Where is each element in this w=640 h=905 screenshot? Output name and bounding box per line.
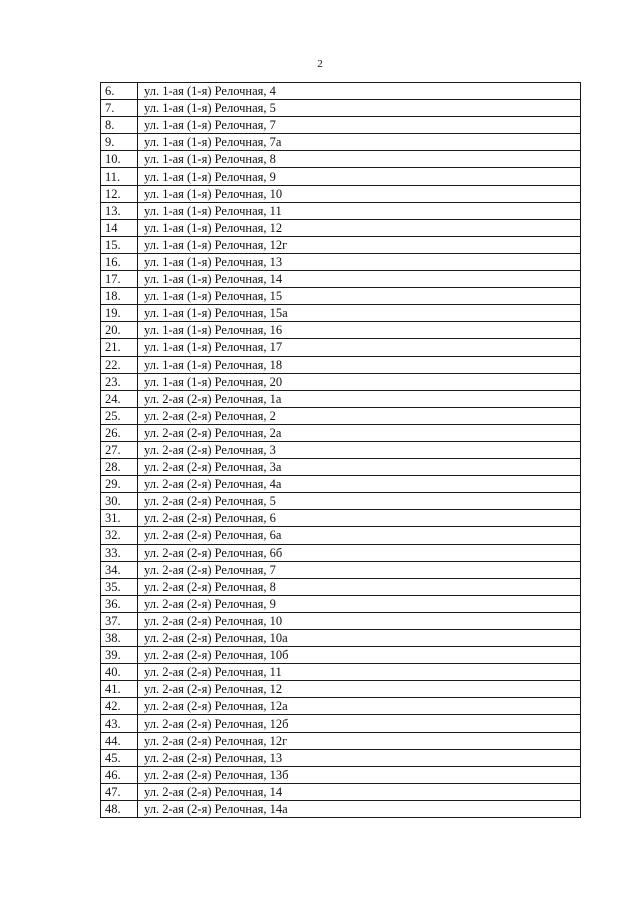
table-row — [101, 305, 581, 322]
table-row — [101, 476, 581, 493]
row-number: 34. — [101, 561, 138, 578]
row-number: 30. — [101, 493, 138, 510]
row-address: ул. 2-ая (2-я) Релочная, 9 — [138, 595, 581, 612]
row-address: ул. 1-ая (1-я) Релочная, 12 — [138, 219, 581, 236]
table-row — [101, 441, 581, 458]
row-number: 42. — [101, 698, 138, 715]
table-row — [101, 647, 581, 664]
table-row — [101, 527, 581, 544]
table-row — [101, 630, 581, 647]
row-address: ул. 2-ая (2-я) Релочная, 6а — [138, 527, 581, 544]
row-address: ул. 2-ая (2-я) Релочная, 13б — [138, 766, 581, 783]
table-row — [101, 253, 581, 270]
row-address: ул. 2-ая (2-я) Релочная, 12г — [138, 732, 581, 749]
row-address: ул. 1-ая (1-я) Релочная, 12г — [138, 236, 581, 253]
row-address: ул. 1-ая (1-я) Релочная, 18 — [138, 356, 581, 373]
table-row — [101, 373, 581, 390]
row-number: 47. — [101, 783, 138, 800]
row-number: 40. — [101, 664, 138, 681]
row-address: ул. 1-ая (1-я) Релочная, 15 — [138, 288, 581, 305]
table-row — [101, 134, 581, 151]
row-number: 11. — [101, 168, 138, 185]
row-address: ул. 2-ая (2-я) Релочная, 6 — [138, 510, 581, 527]
table-row — [101, 698, 581, 715]
row-number: 26. — [101, 424, 138, 441]
row-address: ул. 1-ая (1-я) Релочная, 7 — [138, 117, 581, 134]
row-address: ул. 2-ая (2-я) Релочная, 12 — [138, 681, 581, 698]
row-number: 6. — [101, 83, 138, 100]
row-address: ул. 2-ая (2-я) Релочная, 3а — [138, 459, 581, 476]
row-number: 38. — [101, 630, 138, 647]
page-number: 2 — [317, 58, 323, 70]
row-address: ул. 2-ая (2-я) Релочная, 2а — [138, 424, 581, 441]
row-number: 36. — [101, 595, 138, 612]
row-address: ул. 2-ая (2-я) Релочная, 2 — [138, 407, 581, 424]
row-address: ул. 2-ая (2-я) Релочная, 13 — [138, 749, 581, 766]
table-row — [101, 715, 581, 732]
row-address: ул. 2-ая (2-я) Релочная, 14 — [138, 783, 581, 800]
row-address: ул. 1-ая (1-я) Релочная, 20 — [138, 373, 581, 390]
row-address: ул. 2-ая (2-я) Релочная, 10б — [138, 647, 581, 664]
table-row — [101, 578, 581, 595]
row-address: ул. 2-ая (2-я) Релочная, 12а — [138, 698, 581, 715]
row-number: 46. — [101, 766, 138, 783]
table-row — [101, 407, 581, 424]
table-row — [101, 322, 581, 339]
row-address: ул. 1-ая (1-я) Релочная, 5 — [138, 100, 581, 117]
row-number: 39. — [101, 647, 138, 664]
row-number: 37. — [101, 612, 138, 629]
row-address: ул. 1-ая (1-я) Релочная, 17 — [138, 339, 581, 356]
row-address: ул. 1-ая (1-я) Релочная, 9 — [138, 168, 581, 185]
row-number: 12. — [101, 185, 138, 202]
row-number: 25. — [101, 407, 138, 424]
table-row — [101, 783, 581, 800]
table-row — [101, 493, 581, 510]
row-number: 44. — [101, 732, 138, 749]
table-row — [101, 510, 581, 527]
row-number: 9. — [101, 134, 138, 151]
row-number: 16. — [101, 253, 138, 270]
row-number: 7. — [101, 100, 138, 117]
table-row — [101, 236, 581, 253]
table-row — [101, 185, 581, 202]
table-row — [101, 561, 581, 578]
row-number: 43. — [101, 715, 138, 732]
table-row — [101, 100, 581, 117]
row-address: ул. 1-ая (1-я) Релочная, 14 — [138, 271, 581, 288]
row-address: ул. 2-ая (2-я) Релочная, 10 — [138, 612, 581, 629]
row-number: 18. — [101, 288, 138, 305]
row-number: 45. — [101, 749, 138, 766]
row-address: ул. 2-ая (2-я) Релочная, 1а — [138, 390, 581, 407]
table-row — [101, 749, 581, 766]
row-address: ул. 2-ая (2-я) Релочная, 10а — [138, 630, 581, 647]
table-row — [101, 288, 581, 305]
row-number: 23. — [101, 373, 138, 390]
row-number: 8. — [101, 117, 138, 134]
table-row — [101, 219, 581, 236]
table-row — [101, 595, 581, 612]
table-row — [101, 766, 581, 783]
table-row — [101, 271, 581, 288]
table-row — [101, 151, 581, 168]
row-number: 14 — [101, 219, 138, 236]
table-row — [101, 544, 581, 561]
table-row — [101, 83, 581, 100]
table-row — [101, 800, 581, 817]
row-number: 33. — [101, 544, 138, 561]
row-address: ул. 2-ая (2-я) Релочная, 7 — [138, 561, 581, 578]
row-number: 31. — [101, 510, 138, 527]
table-row — [101, 424, 581, 441]
table-row — [101, 612, 581, 629]
row-address: ул. 1-ая (1-я) Релочная, 16 — [138, 322, 581, 339]
row-address: ул. 2-ая (2-я) Релочная, 11 — [138, 664, 581, 681]
row-number: 19. — [101, 305, 138, 322]
row-number: 20. — [101, 322, 138, 339]
row-number: 35. — [101, 578, 138, 595]
table-row — [101, 339, 581, 356]
row-number: 29. — [101, 476, 138, 493]
row-number: 28. — [101, 459, 138, 476]
row-number: 41. — [101, 681, 138, 698]
row-address: ул. 2-ая (2-я) Релочная, 5 — [138, 493, 581, 510]
table-row — [101, 202, 581, 219]
row-number: 32. — [101, 527, 138, 544]
row-address: ул. 1-ая (1-я) Релочная, 13 — [138, 253, 581, 270]
row-number: 27. — [101, 441, 138, 458]
row-number: 10. — [101, 151, 138, 168]
table-row — [101, 732, 581, 749]
table-row — [101, 117, 581, 134]
row-address: ул. 2-ая (2-я) Релочная, 12б — [138, 715, 581, 732]
row-number: 21. — [101, 339, 138, 356]
address-table — [100, 82, 581, 818]
row-number: 17. — [101, 271, 138, 288]
row-address: ул. 1-ая (1-я) Релочная, 4 — [138, 83, 581, 100]
row-address: ул. 1-ая (1-я) Релочная, 8 — [138, 151, 581, 168]
row-address: ул. 2-ая (2-я) Релочная, 3 — [138, 441, 581, 458]
table-row — [101, 390, 581, 407]
row-number: 48. — [101, 800, 138, 817]
row-address: ул. 2-ая (2-я) Релочная, 14а — [138, 800, 581, 817]
row-address: ул. 1-ая (1-я) Релочная, 10 — [138, 185, 581, 202]
table-row — [101, 664, 581, 681]
row-number: 22. — [101, 356, 138, 373]
table-row — [101, 356, 581, 373]
row-address: ул. 2-ая (2-я) Релочная, 8 — [138, 578, 581, 595]
table-row — [101, 681, 581, 698]
table-row — [101, 459, 581, 476]
table-row — [101, 168, 581, 185]
row-address: ул. 1-ая (1-я) Релочная, 11 — [138, 202, 581, 219]
row-number: 24. — [101, 390, 138, 407]
row-address: ул. 2-ая (2-я) Релочная, 4а — [138, 476, 581, 493]
row-address: ул. 1-ая (1-я) Релочная, 7а — [138, 134, 581, 151]
address-table-body — [101, 83, 581, 818]
row-address: ул. 2-ая (2-я) Релочная, 6б — [138, 544, 581, 561]
row-number: 15. — [101, 236, 138, 253]
row-number: 13. — [101, 202, 138, 219]
row-address: ул. 1-ая (1-я) Релочная, 15а — [138, 305, 581, 322]
